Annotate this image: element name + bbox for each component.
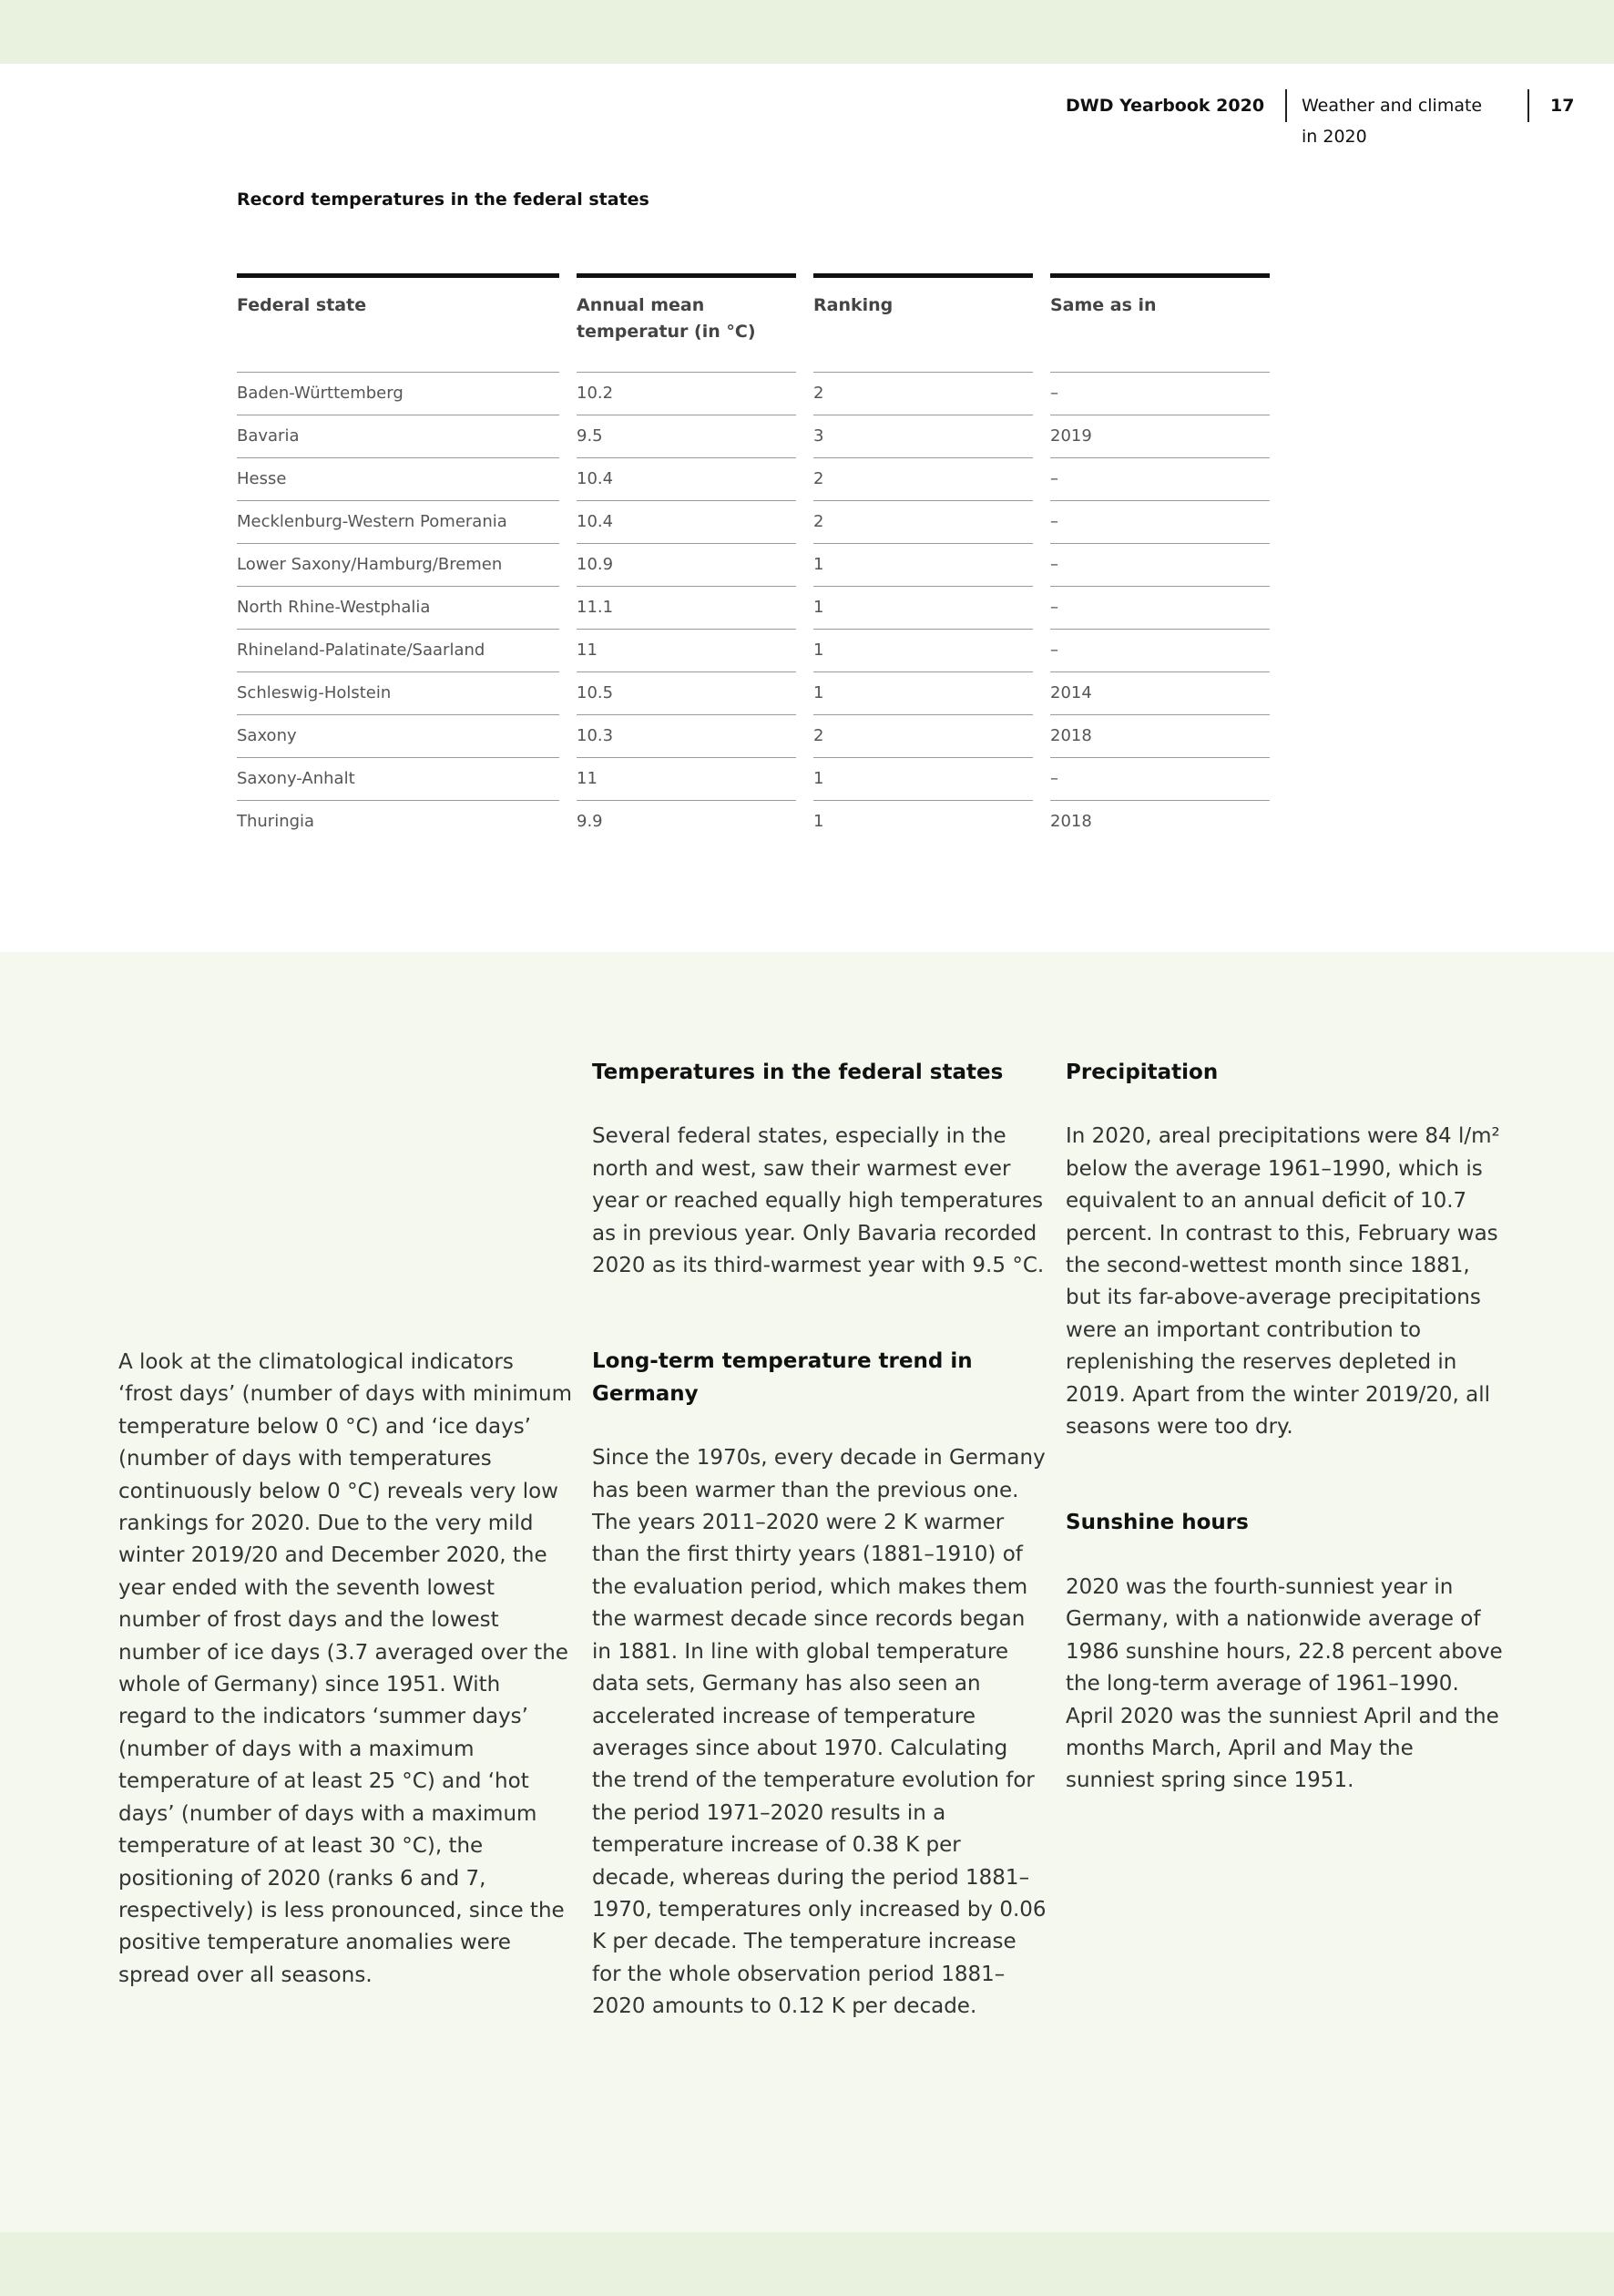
table-cell: 10.4 [577,500,796,543]
table-cell: Baden-Württemberg [237,372,559,415]
table-cell: 10.9 [577,543,796,586]
long-term-trend-heading: Long-term temperature trend in Germany [592,1349,973,1406]
table-cell: 9.9 [577,800,796,843]
section-title-line1: Weather and climate [1302,96,1483,116]
table-cell: 2019 [1050,415,1270,457]
table-cell: 1 [813,586,1033,629]
table-column-annual-mean [577,273,796,843]
table-cell: 2 [813,714,1033,757]
bottom-band [0,2232,1614,2296]
page-number: 17 [1550,96,1575,116]
table-cell: 1 [813,629,1033,671]
table-cell: 10.3 [577,714,796,757]
right-column [1066,1057,1503,1798]
federal-states-heading: Temperatures in the federal states [592,1061,1004,1084]
column-header: Federal state [237,273,559,372]
table-column-federal-state [237,273,559,843]
middle-column [592,1057,1047,2024]
table-cell: Mecklenburg-Western Pomerania [237,500,559,543]
table-cell: 1 [813,543,1033,586]
sunshine-hours-paragraph: 2020 was the fourth-sunniest year in Germany, with a nationwide average of 1986 sunshine hours, 22.8 percent above the long-term average of 1961–1990. April 2020 was the sunniest April and the months March, April and May the sunniest spring since 1951. [1066,1574,1503,1793]
table-column-ranking [813,273,1033,843]
table-cell: 1 [813,800,1033,843]
precipitation-paragraph: In 2020, areal precipitations were 84 l/m² below the average 1961–1990, which is equivalent to an annual deficit of 10.7 percent. In contrast to this, February was the second-wettest month since 1881, but its far-above-average precipitations were an important contribution to replenishing the reserves depleted in 2019. Apart from the winter 2019/20, all seasons were too dry. [1066,1124,1500,1440]
table-cell: 10.5 [577,671,796,714]
sunshine-hours-heading: Sunshine hours [1066,1511,1249,1535]
top-band [0,0,1614,64]
federal-states-paragraph: Several federal states, especially in the north and west, saw their warmest ever year or reached equally high temperatures as in previous year. Only Bavaria recorded 2020 as its third-warmest year with 9.5 °C. [592,1124,1045,1278]
table-cell: 1 [813,757,1033,800]
table-cell: 2 [813,457,1033,500]
table-cell: 10.4 [577,457,796,500]
table-cell: Lower Saxony/Hamburg/Bremen [237,543,559,586]
frost-ice-days-paragraph: A look at the climatological indicators ‘frost days’ (number of days with minimum temperature below 0 °C) and ‘ice days’ (number of days with temperatures continuously below 0 °C) reveals very low rankings for 2020. Due to the very mild winter 2019/20 and December 2020, the year ended with the seventh lowest number of frost days and the lowest number of ice days (3.7 averaged over the whole of Germany) since 1951. With regard to the indicators ‘summer days’ (number of days with a maximum temperature of at least 25 °C) and ‘hot days’ (number of days with a maximum temperature of at least 30 °C), the positioning of 2020 (ranks 6 and 7, respectively) is less pronounced, since the positive temperature anomalies were spread over all seasons. [118,1350,573,1987]
table-cell: Schleswig-Holstein [237,671,559,714]
table-cell: 9.5 [577,415,796,457]
table-cell: – [1050,757,1270,800]
section-title-line2: in 2020 [1302,127,1367,147]
table-cell: 2018 [1050,800,1270,843]
publication-title: DWD Yearbook 2020 [1066,96,1265,116]
table-cell: – [1050,457,1270,500]
column-header: Annual mean temperatur (in °C) [577,273,796,372]
precipitation-heading: Precipitation [1066,1061,1219,1084]
header-divider [1285,89,1287,122]
table-cell: Bavaria [237,415,559,457]
table-cell: 11.1 [577,586,796,629]
column-header: Same as in [1050,273,1270,372]
long-term-trend-paragraph: Since the 1970s, every decade in Germany has been warmer than the previous one. The years 2011–2020 were 2 K warmer than the first thirty years (1881–1910) of the evaluation period, which makes them the warmest decade since records began in 1881. In line with global temperature data sets, Germany has also seen an accelerated increase of temperature averages since about 1970. Calculating the trend of the temperature evolution for the period 1971–2020 results in a temperature increase of 0.38 K per decade, whereas during the period 1881–1970, temperatures only increased by 0.06 K per decade. The temperature increase for the whole observation period 1881–2020 amounts to 0.12 K per decade. [592,1446,1047,2019]
table-cell: North Rhine-Westphalia [237,586,559,629]
table-cell: – [1050,500,1270,543]
column-header: Ranking [813,273,1033,372]
table-cell: 11 [577,757,796,800]
table-title: Record temperatures in the federal states [237,190,649,210]
table-cell: Saxony-Anhalt [237,757,559,800]
table-cell: Thuringia [237,800,559,843]
table-cell: 1 [813,671,1033,714]
table-cell: 2018 [1050,714,1270,757]
table-cell: 2 [813,372,1033,415]
header-divider [1527,89,1529,122]
table-cell: 2 [813,500,1033,543]
section-title [1302,90,1484,152]
table-cell: – [1050,543,1270,586]
table-cell: 10.2 [577,372,796,415]
table-cell: – [1050,372,1270,415]
table-cell: – [1050,586,1270,629]
table-cell: – [1050,629,1270,671]
table-cell: Saxony [237,714,559,757]
table-cell: 11 [577,629,796,671]
table-cell: 2014 [1050,671,1270,714]
table-cell: Rhineland-Palatinate/Saarland [237,629,559,671]
table-column-same-as-in [1050,273,1270,843]
table-cell: Hesse [237,457,559,500]
table-cell: 3 [813,415,1033,457]
